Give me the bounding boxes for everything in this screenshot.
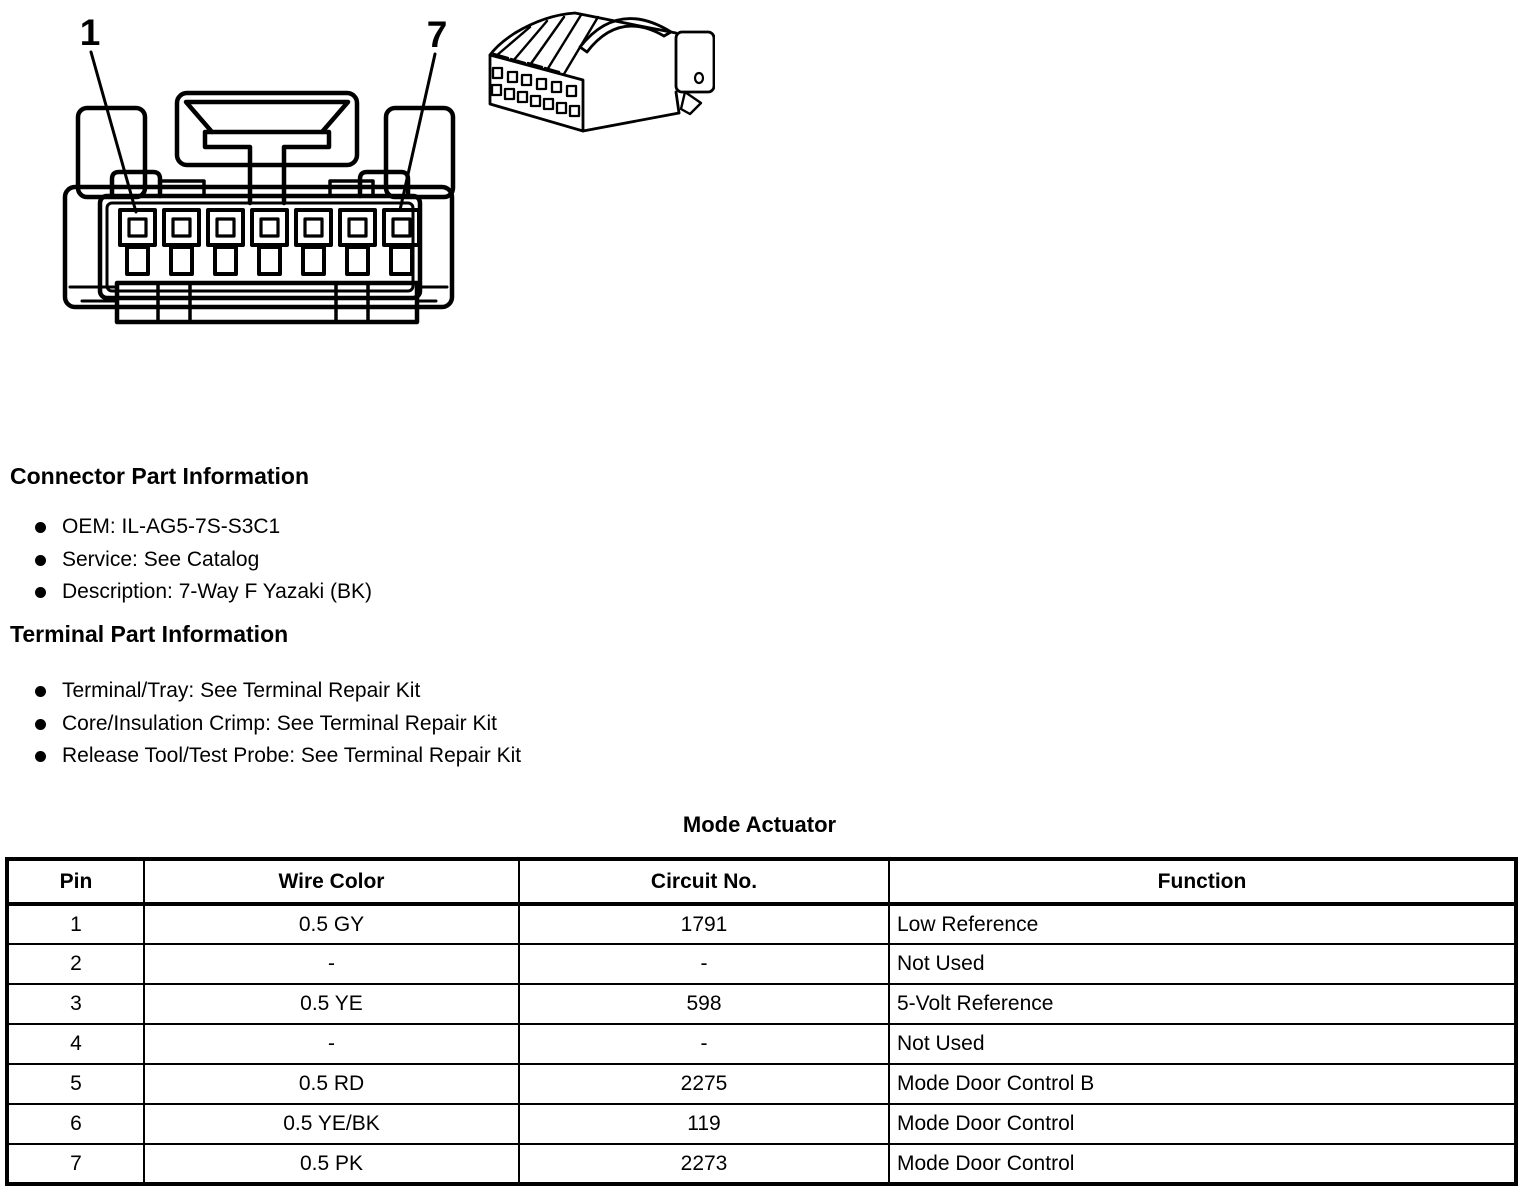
pin-cavity <box>340 210 375 245</box>
cell-wire-color: 0.5 YE/BK <box>144 1104 519 1144</box>
list-item-oem: OEM: IL-AG5-7S-S3C1 <box>33 511 372 544</box>
column-header-circuit-no: Circuit No. <box>519 859 889 904</box>
cell-pin: 3 <box>7 984 144 1024</box>
cell-wire-color: - <box>144 1024 519 1064</box>
pin-cavity <box>252 210 287 245</box>
connector-isometric-diagram <box>480 2 715 147</box>
connector-part-info-list <box>33 511 372 609</box>
cell-function: Not Used <box>889 944 1516 984</box>
list-item-terminal-tray: Terminal/Tray: See Terminal Repair Kit <box>33 675 521 708</box>
cell-circuit-no: - <box>519 944 889 984</box>
column-header-pin: Pin <box>7 859 144 904</box>
cell-wire-color: 0.5 YE <box>144 984 519 1024</box>
pin-cavity <box>120 210 155 245</box>
table-row <box>7 984 1516 1024</box>
cell-function: Not Used <box>889 1024 1516 1064</box>
cell-wire-color: 0.5 RD <box>144 1064 519 1104</box>
cell-pin: 2 <box>7 944 144 984</box>
cell-circuit-no: 1791 <box>519 904 889 944</box>
table-row <box>7 1104 1516 1144</box>
table-row <box>7 904 1516 944</box>
cell-pin: 4 <box>7 1024 144 1064</box>
column-header-function: Function <box>889 859 1516 904</box>
pin-cavity-row <box>120 210 419 245</box>
list-item-description: Description: 7-Way F Yazaki (BK) <box>33 576 372 609</box>
list-item-core-crimp: Core/Insulation Crimp: See Terminal Repair Kit <box>33 708 521 741</box>
cell-pin: 6 <box>7 1104 144 1144</box>
pin-cavity <box>296 210 331 245</box>
table-header-row <box>7 859 1516 904</box>
terminal-part-info-heading: Terminal Part Information <box>10 621 289 647</box>
list-item-service: Service: See Catalog <box>33 544 372 577</box>
terminal-part-info-list <box>33 675 521 773</box>
cell-wire-color: 0.5 GY <box>144 904 519 944</box>
iso-latch-block <box>676 32 714 114</box>
cell-pin: 1 <box>7 904 144 944</box>
cell-circuit-no: 119 <box>519 1104 889 1144</box>
cell-circuit-no: 598 <box>519 984 889 1024</box>
lower-slot-row <box>127 247 412 274</box>
pin-7-label: 7 <box>426 14 448 55</box>
cell-function: Low Reference <box>889 904 1516 944</box>
cell-function: Mode Door Control B <box>889 1064 1516 1104</box>
cell-circuit-no: 2275 <box>519 1064 889 1104</box>
cell-circuit-no: - <box>519 1024 889 1064</box>
connector-front-view-diagram <box>60 5 470 345</box>
table-row <box>7 1024 1516 1064</box>
list-item-release-tool: Release Tool/Test Probe: See Terminal Repair Kit <box>33 740 521 773</box>
cell-function: 5-Volt Reference <box>889 984 1516 1024</box>
pin-cavity <box>208 210 243 245</box>
connector-part-info-heading: Connector Part Information <box>10 463 310 489</box>
cell-pin: 7 <box>7 1144 144 1184</box>
cell-circuit-no: 2273 <box>519 1144 889 1184</box>
table-row <box>7 1064 1516 1104</box>
pin-1-label: 1 <box>79 12 101 53</box>
cell-pin: 5 <box>7 1064 144 1104</box>
base-strip <box>70 283 447 322</box>
table-row <box>7 944 1516 984</box>
table-row <box>7 1144 1516 1184</box>
table-title: Mode Actuator <box>682 812 837 837</box>
cell-wire-color: 0.5 PK <box>144 1144 519 1184</box>
pin-table <box>5 857 1518 1186</box>
pin-cavity <box>164 210 199 245</box>
cell-function: Mode Door Control <box>889 1104 1516 1144</box>
column-header-wire-color: Wire Color <box>144 859 519 904</box>
cell-function: Mode Door Control <box>889 1144 1516 1184</box>
cell-wire-color: - <box>144 944 519 984</box>
